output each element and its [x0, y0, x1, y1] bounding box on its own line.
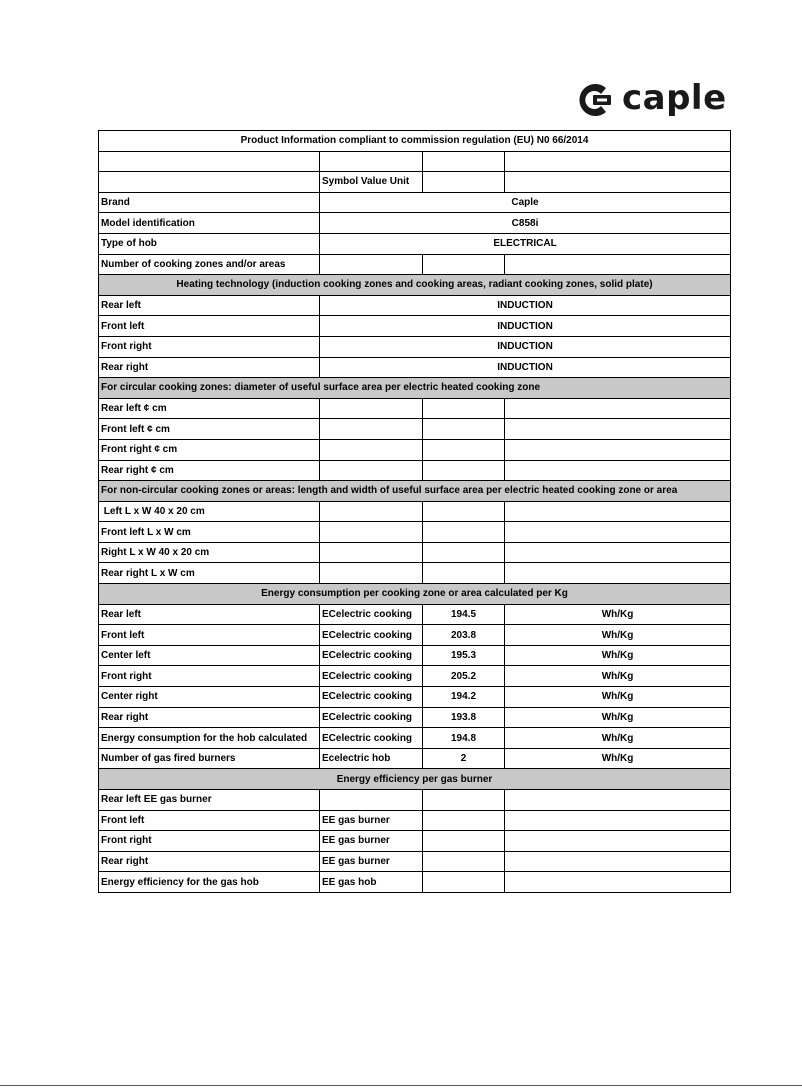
row-label: Front left [99, 316, 320, 337]
section-title: Heating technology (induction cooking zones and cooking areas, radiant cooking zones, solid plate) [99, 275, 731, 296]
page-bottom-divider [0, 1085, 802, 1086]
table-row [99, 336, 731, 357]
row-label: Front left ¢ cm [99, 419, 320, 440]
table-row [99, 790, 731, 811]
table-row [99, 295, 731, 316]
row-value: 194.8 [423, 728, 505, 749]
title-row [99, 131, 731, 152]
row-label: Number of cooking zones and/or areas [99, 254, 320, 275]
table-row [99, 707, 731, 728]
section-title: Energy consumption per cooking zone or area calculated per Kg [99, 584, 731, 605]
row-symbol: ECelectric cooking [320, 666, 423, 687]
table-row [99, 604, 731, 625]
circular-section-header [99, 378, 731, 399]
row-label: Energy efficiency for the gas hob [99, 872, 320, 893]
row-unit: Wh/Kg [505, 666, 731, 687]
row-symbol: EE gas burner [320, 810, 423, 831]
energy-section-header [99, 584, 731, 605]
table-row [99, 522, 731, 543]
row-symbol: ECelectric cooking [320, 645, 423, 666]
row-label: Front right ¢ cm [99, 439, 320, 460]
row-label: Rear left [99, 295, 320, 316]
row-label: Front right [99, 831, 320, 852]
row-label: Brand [99, 192, 320, 213]
row-label: Number of gas fired burners [99, 748, 320, 769]
row-value: 193.8 [423, 707, 505, 728]
row-label: Left L x W 40 x 20 cm [99, 501, 320, 522]
row-label: Rear left [99, 604, 320, 625]
row-symbol: EE gas hob [320, 872, 423, 893]
logo-wordmark: caple [622, 78, 727, 118]
num-zones-row [99, 254, 731, 275]
table-row [99, 357, 731, 378]
table-row [99, 316, 731, 337]
table-row [99, 748, 731, 769]
table-row [99, 831, 731, 852]
symbol-value-unit-header: Symbol Value Unit [320, 172, 423, 193]
row-value: 203.8 [423, 625, 505, 646]
row-label: Rear right [99, 851, 320, 872]
row-value: 194.2 [423, 687, 505, 708]
gas-section-header [99, 769, 731, 790]
row-symbol: ECelectric cooking [320, 625, 423, 646]
row-label: Rear right L x W cm [99, 563, 320, 584]
row-symbol: EE gas burner [320, 851, 423, 872]
row-label: Rear left ¢ cm [99, 398, 320, 419]
table-row [99, 666, 731, 687]
row-label: Rear left EE gas burner [99, 790, 320, 811]
row-label: Rear right [99, 357, 320, 378]
row-label: Front left L x W cm [99, 522, 320, 543]
table-row [99, 419, 731, 440]
heating-value: INDUCTION [320, 357, 731, 378]
table-row [99, 872, 731, 893]
brand-value: Caple [320, 192, 731, 213]
row-unit: Wh/Kg [505, 625, 731, 646]
row-label: Front left [99, 810, 320, 831]
heating-value: INDUCTION [320, 295, 731, 316]
table-row [99, 460, 731, 481]
header-row [99, 172, 731, 193]
row-label: Right L x W 40 x 20 cm [99, 542, 320, 563]
row-label: Model identification [99, 213, 320, 234]
heating-section-header [99, 275, 731, 296]
row-label: Front left [99, 625, 320, 646]
section-title: Energy efficiency per gas burner [99, 769, 731, 790]
row-symbol: ECelectric cooking [320, 728, 423, 749]
row-symbol: ECelectric cooking [320, 707, 423, 728]
row-unit: Wh/Kg [505, 748, 731, 769]
row-label: Type of hob [99, 233, 320, 254]
row-label: Rear right ¢ cm [99, 460, 320, 481]
row-symbol: Ecelectric hob [320, 748, 423, 769]
table-row [99, 439, 731, 460]
table-row [99, 542, 731, 563]
product-info-table [98, 130, 731, 893]
table-row [99, 563, 731, 584]
table-row [99, 687, 731, 708]
hob-type-value: ELECTRICAL [320, 233, 731, 254]
table-row [99, 728, 731, 749]
caple-logo-icon [578, 80, 616, 120]
section-title: For circular cooking zones: diameter of useful surface area per electric heated cooking zone [99, 378, 731, 399]
row-label: Front right [99, 666, 320, 687]
table-title: Product Information compliant to commission regulation (EU) N0 66/2014 [99, 131, 731, 152]
row-label: Energy consumption for the hob calculated [99, 728, 320, 749]
hob-type-row [99, 233, 731, 254]
section-title: For non-circular cooking zones or areas: length and width of useful surface area per electric heated cooking zone or area [99, 481, 731, 502]
row-label: Center right [99, 687, 320, 708]
model-value: C858i [320, 213, 731, 234]
row-label: Rear right [99, 707, 320, 728]
table-row [99, 645, 731, 666]
noncircular-section-header [99, 481, 731, 502]
row-unit: Wh/Kg [505, 645, 731, 666]
table-row [99, 501, 731, 522]
row-value: 205.2 [423, 666, 505, 687]
row-label: Front right [99, 336, 320, 357]
table-row [99, 851, 731, 872]
heating-value: INDUCTION [320, 316, 731, 337]
blank-row [99, 151, 731, 172]
model-row [99, 213, 731, 234]
row-symbol: ECelectric cooking [320, 687, 423, 708]
table-row [99, 810, 731, 831]
row-unit: Wh/Kg [505, 687, 731, 708]
caple-logo [578, 78, 727, 120]
row-symbol: EE gas burner [320, 831, 423, 852]
table-row [99, 398, 731, 419]
row-unit: Wh/Kg [505, 604, 731, 625]
brand-row [99, 192, 731, 213]
heating-value: INDUCTION [320, 336, 731, 357]
row-value: 2 [423, 748, 505, 769]
row-value: 195.3 [423, 645, 505, 666]
table-row [99, 625, 731, 646]
row-symbol: ECelectric cooking [320, 604, 423, 625]
row-unit: Wh/Kg [505, 707, 731, 728]
row-label: Center left [99, 645, 320, 666]
row-value: 194.5 [423, 604, 505, 625]
row-unit: Wh/Kg [505, 728, 731, 749]
